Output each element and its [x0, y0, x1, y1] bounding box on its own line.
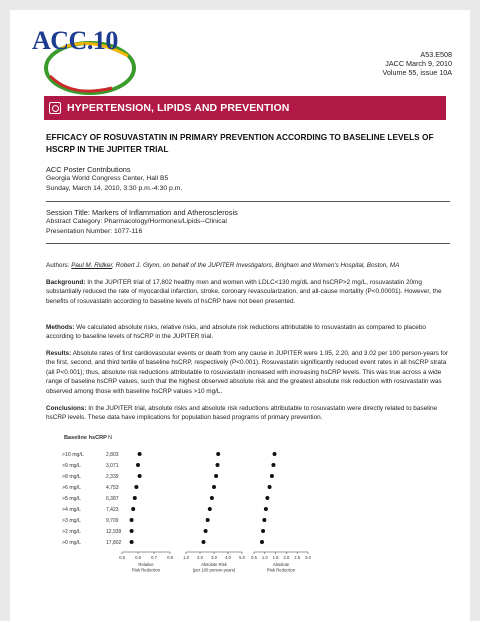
x-tick-label: 3.0	[211, 555, 217, 560]
logo-text: ACC.10	[32, 26, 118, 55]
data-point	[138, 474, 142, 478]
data-point	[216, 452, 220, 456]
n-value: 9,709	[106, 518, 119, 524]
x-tick-label: 2.0	[197, 555, 203, 560]
background-label: Background:	[46, 279, 86, 286]
article-title: EFFICACY OF ROSUVASTATIN IN PRIMARY PREVENTION ACCORDING TO BASELINE LEVELS OF HSCRP IN THE JUPITER TRIAL	[46, 132, 434, 154]
x-tick-label: 2.5	[294, 555, 301, 560]
n-value: 7,423	[106, 507, 119, 513]
category-label: >3 mg/L	[62, 518, 81, 524]
authors-rest: , Robert J. Glynn, on behalf of the JUPITER Investigators, Brigham and Women's Hospital, Boston, MA	[112, 262, 400, 269]
contributions: ACC Poster Contributions	[46, 165, 131, 174]
data-point	[202, 540, 206, 544]
data-point	[262, 518, 266, 522]
first-author[interactable]: Paul M. Ridker	[71, 262, 113, 269]
data-point	[271, 463, 275, 467]
data-point	[130, 529, 134, 533]
category-label: >6 mg/L	[62, 485, 81, 491]
category-label: >2 mg/L	[62, 529, 81, 535]
datetime: Sunday, March 14, 2010, 3:30 p.m.-4:30 p.m.	[46, 184, 183, 192]
data-point	[138, 452, 142, 456]
data-point	[204, 529, 208, 533]
data-point	[216, 463, 220, 467]
category-label: >8 mg/L	[62, 474, 81, 480]
methods-label: Methods:	[46, 324, 75, 331]
data-point	[210, 496, 214, 500]
x-tick-label: 5.0	[239, 555, 245, 560]
location: Georgia World Congress Center, Hall B5	[46, 175, 169, 183]
data-point	[212, 485, 216, 489]
n-value: 2,803	[106, 452, 119, 458]
n-value: 17,802	[106, 540, 122, 546]
x-tick-label: 1.5	[272, 555, 279, 560]
category-label: >4 mg/L	[62, 507, 81, 513]
x-axis-label: Risk Reduction	[266, 567, 296, 573]
category-label: >5 mg/L	[62, 496, 81, 502]
x-tick-label: 2.0	[283, 555, 290, 560]
n-value: 2,339	[106, 474, 119, 480]
background-text: In the JUPITER trial of 17,802 healthy men and women with LDLC<130 mg/dL and hsCRP>2 mg/L, rosuvastatin 20mg substantially reduced the rate of myocardial infarction, stroke, coronary revascularization, and all-cause mortality (P<0.00001). However, the benefits of rosuvastatin according to baseline levels of hsCRP have not been presented.	[46, 279, 442, 305]
data-point	[130, 518, 134, 522]
data-point	[208, 507, 212, 511]
category-label: >9 mg/L	[62, 463, 81, 469]
section-title: HYPERTENSION, LIPIDS AND PREVENTION	[67, 102, 290, 114]
session-title: Session Title: Markers of Inflammation and Atherosclerosis	[46, 208, 238, 217]
x-tick-label: 0.5	[119, 555, 125, 560]
x-axis-label: Relative	[138, 562, 154, 567]
data-point	[270, 474, 274, 478]
figure-n-label: N	[108, 435, 113, 441]
x-axis-label: Absolute	[272, 562, 290, 567]
data-point	[264, 507, 268, 511]
page-id: A53.E508	[420, 50, 452, 59]
abstract-category: Abstract Category: Pharmacology/Hormones/Lipids--Clinical	[46, 218, 227, 226]
x-tick-label: 0.6	[135, 555, 141, 560]
methods-text: We calculated absolute risks, relative risks, and absolute risk reductions attributable to rosuvastatin as compared to placebo according to baseline levels of hsCRP in the JUPITER trial.	[46, 324, 426, 341]
data-point	[130, 540, 134, 544]
data-point	[214, 474, 218, 478]
data-point	[265, 496, 269, 500]
x-axis-label: (per 100 person-years)	[192, 567, 236, 573]
x-tick-label: 1.0	[261, 555, 268, 560]
figure-header-label: Baseline hsCRP	[64, 435, 107, 441]
data-point	[133, 496, 137, 500]
results-text: Absolute rates of first cardiovascular events or death from any cause in JUPITER were 1.95, 2.20, and 3.02 per 100 person-years for the first, second, and third tertile of baseline hsCRP, respectively (P<0.001). Rosuvastatin significantly reduced event rates in all hsCRP strata (all P<0.001); thus, absolute risk reductions attributable to rosuvastatin increased with increasing hsCRP levels. This was true across a wide range of baseline hsCRP values, such that the highest observed absolute risk and the greatest absolute risk reduction with rosuvastatin was observed among those with baseline hsCRP values >10 mg/L.	[46, 350, 449, 395]
x-tick-label: 0.5	[251, 555, 257, 560]
category-label: >0 mg/L	[62, 540, 81, 546]
n-value: 6,387	[106, 496, 119, 502]
volume: Volume 55, issue 10A	[382, 68, 452, 77]
presentation-number: Presentation Number: 1077-116	[46, 227, 143, 235]
forest-plot-figure	[10, 10, 470, 621]
x-tick-label: 0.7	[151, 555, 157, 560]
n-value: 3,071	[106, 463, 119, 469]
results-label: Results:	[46, 350, 72, 357]
n-value: 12,939	[106, 529, 122, 535]
conclusions-label: Conclusions:	[46, 405, 87, 412]
n-value: 4,753	[106, 485, 119, 491]
x-tick-label: 0.8	[167, 555, 173, 560]
x-tick-label: 1.0	[183, 555, 189, 560]
data-point	[261, 529, 265, 533]
category-label: >10 mg/L	[62, 452, 84, 458]
data-point	[206, 518, 210, 522]
data-point	[134, 485, 138, 489]
x-axis-label: Risk Reduction	[131, 567, 161, 573]
data-point	[260, 540, 264, 544]
conclusions-text: In the JUPITER trial, absolute risks and absolute risk reductions attributable to rosuvastatin were directly related to baseline hsCRP levels. These data have implications for population based programs of primary prevention.	[46, 405, 438, 422]
issue-date: JACC March 9, 2010	[385, 59, 452, 68]
x-tick-label: 3.0	[305, 555, 311, 560]
data-point	[136, 463, 140, 467]
data-point	[268, 485, 272, 489]
data-point	[273, 452, 277, 456]
x-axis-label: Absolute Risk	[201, 562, 227, 567]
authors-label: Authors:	[46, 262, 70, 269]
data-point	[131, 507, 135, 511]
x-tick-label: 4.0	[225, 555, 231, 560]
journal-page	[10, 10, 470, 621]
